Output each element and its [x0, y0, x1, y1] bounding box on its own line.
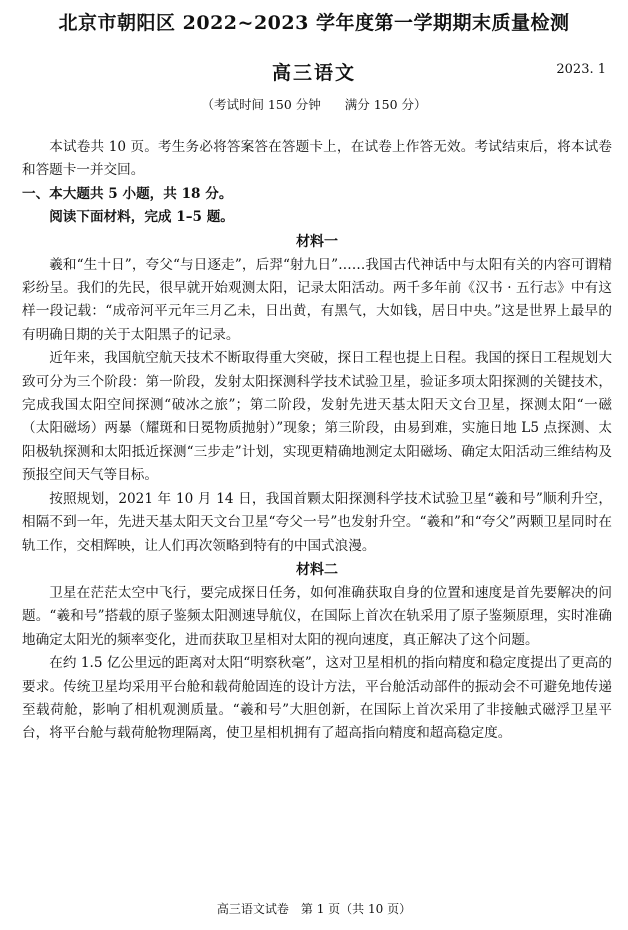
section-heading: 一、本大题共 5 小题，共 18 分。	[22, 185, 233, 202]
material-2-paragraph: 在约 1.5 亿公里远的距离对太阳“明察秋毫”，这对卫星相机的指向精度和稳定度提出了更高的要求。传统卫星均采用平台舱和载荷舱固连的设计方法，平台舱活动部件的振动会不可避免地传递至载荷舱，影响了相机观测质量。“羲和号”大胆创新，在国际上首次采用了非接触式磁浮卫星平台，将平台舱与载荷舱物理隔离，使卫星相机拥有了超高指向精度和超高稳定度。	[22, 655, 612, 742]
material-2-title: 材料二	[296, 561, 338, 578]
exam-title: 北京市朝阳区 2022~2023 学年度第一学期期末质量检测	[58, 12, 570, 34]
exam-duration-info	[0, 95, 628, 113]
material-2-paragraph: 卫星在茫茫太空中飞行，要完成探日任务，如何准确获取自身的位置和速度是首先要解决的问题。“羲和号”搭载的原子鉴频太阳测速导航仪，在国际上首次在轨采用了原子鉴频原理，实时准确地确定太阳光的频率变化，进而获取卫星相对太阳的视向速度，真正解决了这个问题。	[22, 584, 612, 648]
material-1-paragraph: 按照规划，2021 年 10 月 14 日，我国首颗太阳探测科学技术试验卫星“羲和号”顺利升空，相隔不到一年，先进天基太阳天文台卫星“夸父一号”也发射升空。“羲和”和“夸父”两颗卫星同时在轨工作，交相辉映，让人们再次领略到特有的中国式浪漫。	[22, 490, 612, 554]
subject-row	[0, 58, 628, 84]
material-1-title: 材料一	[296, 233, 338, 250]
instructions: 本试卷共 10 页。考生务必将答案答在答题卡上，在试卷上作答无效。考试结束后，将本试卷和答题卡一并交回。	[22, 139, 612, 179]
section-instruction: 阅读下面材料，完成 1–5 题。	[49, 209, 234, 226]
time-info: （考试时间 150 分钟	[201, 97, 321, 112]
score-info: 满分 150 分）	[344, 97, 427, 112]
exam-date: 2023. 1	[556, 62, 606, 77]
subject-title: 高三语文	[271, 62, 356, 84]
material-1-paragraph: 羲和“生十日”，夸父“与日逐走”，后羿“射九日”……我国古代神话中与太阳有关的内容可谓精彩纷呈。我们的先民，很早就开始观测太阳，记录太阳活动。两千多年前《汉书 · 五行志》中有这样一段记载：“成帝河平元年三月乙未，日出黄，有黑气，大如钱，居日中央。”这是世界上最早的有明确日期的关于太阳黑子的记录。	[22, 256, 612, 343]
material-1-paragraph: 近年来，我国航空航天技术不断取得重大突破，探日工程也提上日程。我国的探日工程规划大致可分为三个阶段：第一阶段，发射太阳探测科学技术试验卫星，验证多项太阳探测的关键技术，完成我国太阳空间探测“破冰之旅”；第二阶段，发射先进天基太阳天文台卫星，探测太阳“一磁（太阳磁场）两暴（耀斑和日冕物质抛射）”现象；第三阶段，由易到难，实施日地 L5 点探测、太阳极轨探测和太阳抵近探测“三步走”计划，实现更精确地测定太阳磁场、确定太阳活动三维结构及预报空间天气等目标。	[22, 350, 612, 484]
exam-content	[22, 136, 612, 746]
page-footer: 高三语文试卷 第 1 页（共 10 页）	[216, 902, 412, 916]
